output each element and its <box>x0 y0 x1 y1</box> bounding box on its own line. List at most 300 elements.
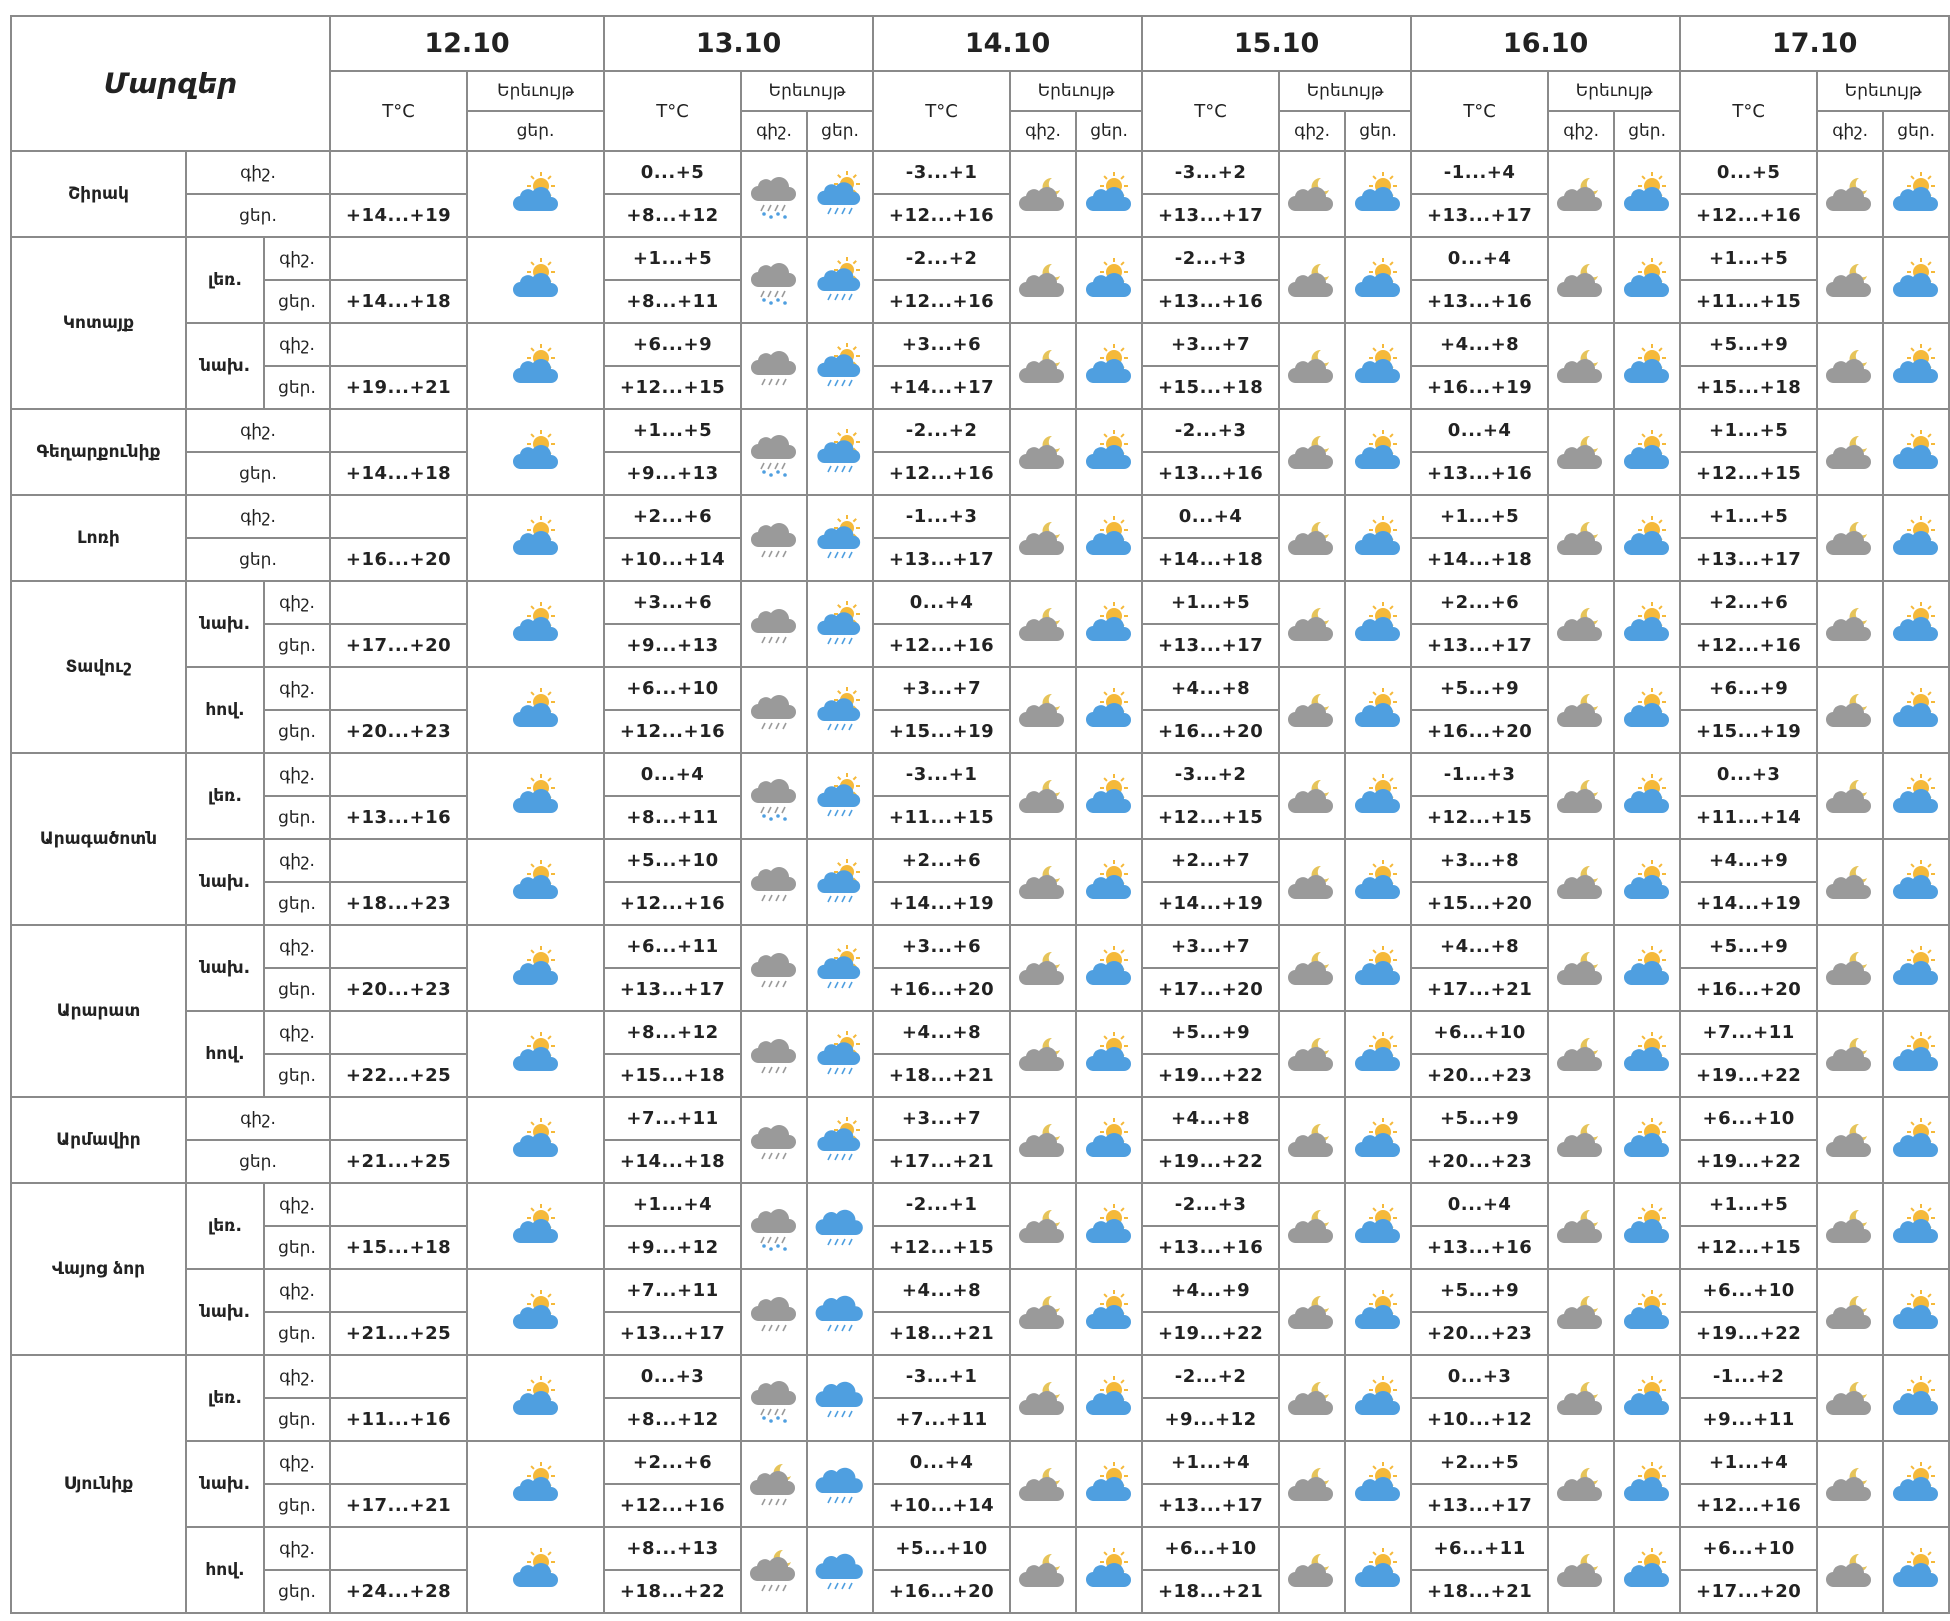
temp-value: +24...+28 <box>330 1570 467 1613</box>
time-of-day-label: ցեր. <box>186 194 330 237</box>
temp-value: +2...+6 <box>1411 581 1548 624</box>
partly-cloudy-icon <box>1345 1355 1411 1441</box>
temp-value: +8...+12 <box>604 1398 741 1441</box>
temp-value <box>330 495 467 538</box>
area-name: լեռ. <box>186 753 264 839</box>
partly-cloudy-icon <box>1883 323 1949 409</box>
temp-value: +14...+19 <box>1142 882 1279 925</box>
table-row <box>11 753 1949 796</box>
table-row <box>11 667 1949 710</box>
temp-value <box>330 1441 467 1484</box>
temp-value: +7...+11 <box>873 1398 1010 1441</box>
phenomenon-header: Երեւույթ <box>467 71 604 111</box>
temp-value: +14...+19 <box>873 882 1010 925</box>
partly-cloudy-icon <box>1076 1011 1142 1097</box>
temp-value <box>330 323 467 366</box>
region-name: Տավուշ <box>11 581 186 753</box>
partly-cloudy-icon <box>1883 1097 1949 1183</box>
date-header: 17.10 <box>1680 16 1949 71</box>
table-row <box>11 1269 1949 1312</box>
temp-value: +14...+17 <box>873 366 1010 409</box>
temp-value: +12...+16 <box>873 280 1010 323</box>
moon-cloud-icon <box>1010 1183 1076 1269</box>
region-name: Շիրակ <box>11 151 186 237</box>
temp-value: +10...+12 <box>1411 1398 1548 1441</box>
partly-cloudy-icon <box>467 839 604 925</box>
temp-value: +9...+12 <box>1142 1398 1279 1441</box>
area-name: նախ. <box>186 581 264 667</box>
temp-value: +2...+7 <box>1142 839 1279 882</box>
moon-cloud-icon <box>1548 151 1614 237</box>
table-row <box>11 1097 1949 1140</box>
temp-value: +6...+10 <box>1142 1527 1279 1570</box>
partly-cloudy-icon <box>1883 237 1949 323</box>
temp-value: 0...+5 <box>1680 151 1817 194</box>
temp-value: +19...+22 <box>1142 1312 1279 1355</box>
partly-cloudy-icon <box>1614 1183 1680 1269</box>
moon-cloud-icon <box>1010 151 1076 237</box>
temp-value: +13...+17 <box>1142 194 1279 237</box>
moon-cloud-icon <box>1010 1269 1076 1355</box>
time-of-day-label: գիշ. <box>264 323 330 366</box>
temp-value: +6...+10 <box>1680 1269 1817 1312</box>
temp-value: +8...+11 <box>604 796 741 839</box>
temp-value: -3...+2 <box>1142 753 1279 796</box>
moon-cloud-icon <box>1010 839 1076 925</box>
temp-value: +1...+5 <box>1680 409 1817 452</box>
moon-cloud-icon <box>1817 237 1883 323</box>
moon-cloud-icon <box>1010 1527 1076 1613</box>
partly-cloudy-icon <box>1345 1011 1411 1097</box>
moon-cloud-icon <box>1548 409 1614 495</box>
temp-value: +6...+11 <box>1411 1527 1548 1570</box>
temp-value <box>330 839 467 882</box>
partly-cloudy-icon <box>1614 1011 1680 1097</box>
rain-cloud-icon <box>741 1097 807 1183</box>
temp-value: 0...+4 <box>1142 495 1279 538</box>
date-header: 16.10 <box>1411 16 1680 71</box>
temp-value: +12...+15 <box>604 366 741 409</box>
temp-value: +18...+22 <box>604 1570 741 1613</box>
temp-header: T°C <box>873 71 1010 151</box>
area-name: լեռ. <box>186 1183 264 1269</box>
temp-value <box>330 151 467 194</box>
moon-cloud-icon <box>1279 753 1345 839</box>
temp-value: +20...+23 <box>330 710 467 753</box>
blue-rain-cloud-icon <box>807 1527 873 1613</box>
partly-cloudy-icon <box>1076 839 1142 925</box>
sun-cloud-rain-icon <box>807 495 873 581</box>
time-of-day-label: ցեր. <box>264 1484 330 1527</box>
temp-value: +20...+23 <box>330 968 467 1011</box>
partly-cloudy-icon <box>1883 1011 1949 1097</box>
temp-value <box>330 753 467 796</box>
temp-value: -2...+2 <box>873 237 1010 280</box>
table-row <box>11 237 1949 280</box>
table-row <box>11 495 1949 538</box>
partly-cloudy-icon <box>1614 409 1680 495</box>
moon-cloud-icon <box>1010 1011 1076 1097</box>
rain-cloud-icon <box>741 495 807 581</box>
moon-cloud-icon <box>1010 1355 1076 1441</box>
temp-value: +6...+11 <box>604 925 741 968</box>
day-header: ցեր. <box>1076 111 1142 151</box>
temp-value: +1...+5 <box>604 409 741 452</box>
time-of-day-label: գիշ. <box>264 1183 330 1226</box>
table-row <box>11 1441 1949 1484</box>
partly-cloudy-icon <box>467 495 604 581</box>
partly-cloudy-icon <box>1614 151 1680 237</box>
temp-value: +19...+22 <box>1680 1054 1817 1097</box>
temp-value: +16...+20 <box>873 1570 1010 1613</box>
partly-cloudy-icon <box>1076 151 1142 237</box>
time-of-day-label: ցեր. <box>264 280 330 323</box>
time-of-day-label: ցեր. <box>264 710 330 753</box>
temp-value: +13...+16 <box>1142 1226 1279 1269</box>
temp-value: +4...+8 <box>873 1269 1010 1312</box>
temp-value: +13...+17 <box>1411 1484 1548 1527</box>
temp-value: +6...+10 <box>1680 1527 1817 1570</box>
moon-cloud-icon <box>1817 1441 1883 1527</box>
temp-value: 0...+3 <box>1680 753 1817 796</box>
snow-rain-cloud-icon <box>741 409 807 495</box>
forecast-table <box>10 15 1950 1614</box>
moon-cloud-icon <box>1548 1269 1614 1355</box>
partly-cloudy-icon <box>467 409 604 495</box>
partly-cloudy-icon <box>1883 667 1949 753</box>
temp-value: +13...+16 <box>1411 280 1548 323</box>
temp-value: +8...+11 <box>604 280 741 323</box>
table-row <box>11 1183 1949 1226</box>
sun-cloud-rain-icon <box>807 1097 873 1183</box>
snow-rain-cloud-icon <box>741 1355 807 1441</box>
temp-value: +16...+20 <box>1142 710 1279 753</box>
time-of-day-label: ցեր. <box>186 452 330 495</box>
partly-cloudy-icon <box>467 1441 604 1527</box>
day-header: ցեր. <box>467 111 604 151</box>
temp-value: +4...+8 <box>1411 925 1548 968</box>
moon-cloud-icon <box>1010 495 1076 581</box>
temp-value: +14...+19 <box>1680 882 1817 925</box>
partly-cloudy-icon <box>1614 1269 1680 1355</box>
temp-value: +19...+22 <box>1142 1140 1279 1183</box>
temp-value: +3...+6 <box>604 581 741 624</box>
partly-cloudy-icon <box>467 1355 604 1441</box>
partly-cloudy-icon <box>1076 667 1142 753</box>
day-header: ցեր. <box>1345 111 1411 151</box>
partly-cloudy-icon <box>1076 495 1142 581</box>
rain-cloud-icon <box>741 925 807 1011</box>
temp-value: +12...+16 <box>604 1484 741 1527</box>
temp-value: +17...+20 <box>1142 968 1279 1011</box>
temp-value: +3...+8 <box>1411 839 1548 882</box>
temp-value: +13...+16 <box>330 796 467 839</box>
temp-value: +13...+17 <box>873 538 1010 581</box>
region-name: Սյունիք <box>11 1355 186 1613</box>
temp-value: +13...+17 <box>1411 624 1548 667</box>
moon-cloud-icon <box>1817 409 1883 495</box>
area-name: նախ. <box>186 925 264 1011</box>
moon-cloud-icon <box>1548 237 1614 323</box>
temp-value: +4...+8 <box>873 1011 1010 1054</box>
temp-value: +4...+9 <box>1680 839 1817 882</box>
night-header: գիշ. <box>1548 111 1614 151</box>
temp-value: +5...+9 <box>1142 1011 1279 1054</box>
partly-cloudy-icon <box>1076 1441 1142 1527</box>
partly-cloudy-icon <box>1614 839 1680 925</box>
temp-value: +14...+18 <box>330 452 467 495</box>
partly-cloudy-icon <box>1076 1355 1142 1441</box>
partly-cloudy-icon <box>1883 753 1949 839</box>
blue-rain-cloud-icon <box>807 1441 873 1527</box>
moon-cloud-icon <box>1548 1441 1614 1527</box>
sun-cloud-rain-icon <box>807 1011 873 1097</box>
temp-value: +15...+19 <box>1680 710 1817 753</box>
time-of-day-label: ցեր. <box>264 366 330 409</box>
partly-cloudy-icon <box>1614 667 1680 753</box>
temp-value: +9...+11 <box>1680 1398 1817 1441</box>
moon-cloud-icon <box>1548 839 1614 925</box>
table-row <box>11 409 1949 452</box>
table-row <box>11 1527 1949 1570</box>
temp-value: +11...+15 <box>873 796 1010 839</box>
snow-rain-cloud-icon <box>741 1183 807 1269</box>
sun-cloud-rain-icon <box>807 323 873 409</box>
moon-cloud-icon <box>1279 1441 1345 1527</box>
temp-value: +14...+18 <box>604 1140 741 1183</box>
moon-cloud-icon <box>1817 1011 1883 1097</box>
temp-value <box>330 667 467 710</box>
moon-cloud-icon <box>1817 495 1883 581</box>
time-of-day-label: գիշ. <box>264 1527 330 1570</box>
temp-value: +4...+8 <box>1411 323 1548 366</box>
region-name: Կոտայք <box>11 237 186 409</box>
partly-cloudy-icon <box>1345 925 1411 1011</box>
temp-value: +7...+11 <box>604 1269 741 1312</box>
snow-rain-cloud-icon <box>741 753 807 839</box>
sun-cloud-rain-icon <box>807 237 873 323</box>
partly-cloudy-icon <box>1883 495 1949 581</box>
time-of-day-label: ցեր. <box>264 1398 330 1441</box>
temp-value: +9...+13 <box>604 452 741 495</box>
temp-header: T°C <box>1680 71 1817 151</box>
temp-value: +16...+20 <box>1411 710 1548 753</box>
sun-cloud-rain-icon <box>807 925 873 1011</box>
time-of-day-label: գիշ. <box>264 1355 330 1398</box>
moon-cloud-icon <box>1279 495 1345 581</box>
moon-cloud-icon <box>1279 323 1345 409</box>
temp-value: +12...+16 <box>604 882 741 925</box>
temp-value: +16...+19 <box>1411 366 1548 409</box>
temp-value: 0...+5 <box>604 151 741 194</box>
moon-cloud-icon <box>1817 151 1883 237</box>
partly-cloudy-icon <box>1883 1441 1949 1527</box>
temp-value: +12...+16 <box>873 624 1010 667</box>
temp-value: +19...+22 <box>1142 1054 1279 1097</box>
time-of-day-label: գիշ. <box>264 667 330 710</box>
area-name: նախ. <box>186 839 264 925</box>
temp-value: -1...+4 <box>1411 151 1548 194</box>
time-of-day-label: գիշ. <box>186 151 330 194</box>
partly-cloudy-icon <box>1345 839 1411 925</box>
area-name: լեռ. <box>186 1355 264 1441</box>
phenomenon-header: Երեւույթ <box>741 71 873 111</box>
date-header: 14.10 <box>873 16 1142 71</box>
temp-value: +5...+9 <box>1411 667 1548 710</box>
time-of-day-label: գիշ. <box>264 925 330 968</box>
moon-cloud-icon <box>1817 839 1883 925</box>
moon-cloud-icon <box>1279 237 1345 323</box>
phenomenon-header: Երեւույթ <box>1817 71 1949 111</box>
moon-cloud-icon <box>1279 1269 1345 1355</box>
moon-cloud-icon <box>1548 495 1614 581</box>
region-name: Արագածոտն <box>11 753 186 925</box>
moon-cloud-icon <box>1548 925 1614 1011</box>
moon-cloud-icon <box>1279 1355 1345 1441</box>
temp-value: +12...+16 <box>873 194 1010 237</box>
partly-cloudy-icon <box>1076 753 1142 839</box>
partly-cloudy-icon <box>1345 409 1411 495</box>
temp-value <box>330 1355 467 1398</box>
temp-value: +12...+15 <box>1411 796 1548 839</box>
moon-cloud-icon <box>1279 1527 1345 1613</box>
time-of-day-label: գիշ. <box>264 753 330 796</box>
temp-value: +9...+13 <box>604 624 741 667</box>
temp-value: +15...+18 <box>330 1226 467 1269</box>
region-name: Վայոց ձոր <box>11 1183 186 1355</box>
partly-cloudy-icon <box>1345 581 1411 667</box>
temp-value: +20...+23 <box>1411 1054 1548 1097</box>
moon-cloud-icon <box>1817 753 1883 839</box>
partly-cloudy-icon <box>467 1269 604 1355</box>
moon-rain-cloud-icon <box>741 1527 807 1613</box>
table-row <box>11 323 1949 366</box>
temp-value: +13...+17 <box>1142 1484 1279 1527</box>
moon-cloud-icon <box>1279 151 1345 237</box>
area-name: հով. <box>186 667 264 753</box>
temp-value: -3...+1 <box>873 753 1010 796</box>
moon-cloud-icon <box>1279 1011 1345 1097</box>
moon-rain-cloud-icon <box>741 1441 807 1527</box>
temp-value: -1...+3 <box>1411 753 1548 796</box>
temp-value: +12...+16 <box>604 710 741 753</box>
temp-value: +16...+20 <box>330 538 467 581</box>
temp-value: +10...+14 <box>604 538 741 581</box>
temp-value: +5...+9 <box>1411 1097 1548 1140</box>
temp-value: +11...+15 <box>1680 280 1817 323</box>
temp-value: +17...+20 <box>330 624 467 667</box>
temp-header: T°C <box>604 71 741 151</box>
temp-value: +2...+5 <box>1411 1441 1548 1484</box>
temp-value: +18...+23 <box>330 882 467 925</box>
date-header: 12.10 <box>330 16 604 71</box>
partly-cloudy-icon <box>467 581 604 667</box>
partly-cloudy-icon <box>467 151 604 237</box>
time-of-day-label: գիշ. <box>264 237 330 280</box>
date-header: 15.10 <box>1142 16 1411 71</box>
temp-value: 0...+4 <box>873 1441 1010 1484</box>
page-title: Մարզեր <box>11 16 330 151</box>
temp-value: 0...+4 <box>873 581 1010 624</box>
time-of-day-label: ցեր. <box>264 882 330 925</box>
moon-cloud-icon <box>1010 581 1076 667</box>
temp-value: +13...+16 <box>1142 452 1279 495</box>
day-header: ցեր. <box>807 111 873 151</box>
partly-cloudy-icon <box>1076 1097 1142 1183</box>
partly-cloudy-icon <box>467 323 604 409</box>
temp-value <box>330 1011 467 1054</box>
partly-cloudy-icon <box>467 667 604 753</box>
temp-value: +15...+20 <box>1411 882 1548 925</box>
temp-value: +1...+5 <box>1680 1183 1817 1226</box>
table-row <box>11 151 1949 194</box>
partly-cloudy-icon <box>1345 151 1411 237</box>
temp-value: +13...+17 <box>1680 538 1817 581</box>
blue-rain-cloud-icon <box>807 1183 873 1269</box>
temp-value: +20...+23 <box>1411 1312 1548 1355</box>
temp-value: +15...+18 <box>604 1054 741 1097</box>
table-row <box>11 925 1949 968</box>
time-of-day-label: գիշ. <box>264 1269 330 1312</box>
temp-value: +14...+18 <box>330 280 467 323</box>
temp-value: -2...+3 <box>1142 409 1279 452</box>
temp-value: +8...+12 <box>604 194 741 237</box>
blue-rain-cloud-icon <box>807 1355 873 1441</box>
time-of-day-label: գիշ. <box>264 839 330 882</box>
moon-cloud-icon <box>1817 323 1883 409</box>
temp-value: +8...+13 <box>604 1527 741 1570</box>
partly-cloudy-icon <box>467 1527 604 1613</box>
moon-cloud-icon <box>1817 1527 1883 1613</box>
time-of-day-label: ցեր. <box>264 1054 330 1097</box>
temp-value: +3...+7 <box>873 1097 1010 1140</box>
temp-value: 0...+4 <box>604 753 741 796</box>
moon-cloud-icon <box>1817 1269 1883 1355</box>
temp-value: +14...+18 <box>1142 538 1279 581</box>
partly-cloudy-icon <box>1883 581 1949 667</box>
moon-cloud-icon <box>1279 839 1345 925</box>
temp-value <box>330 1097 467 1140</box>
temp-value: +22...+25 <box>330 1054 467 1097</box>
temp-value: 0...+3 <box>604 1355 741 1398</box>
rain-cloud-icon <box>741 1269 807 1355</box>
rain-cloud-icon <box>741 839 807 925</box>
time-of-day-label: ցեր. <box>186 538 330 581</box>
partly-cloudy-icon <box>1614 495 1680 581</box>
moon-cloud-icon <box>1279 667 1345 753</box>
temp-value: 0...+3 <box>1411 1355 1548 1398</box>
moon-cloud-icon <box>1817 925 1883 1011</box>
moon-cloud-icon <box>1279 1183 1345 1269</box>
temp-value: +17...+21 <box>873 1140 1010 1183</box>
temp-value: +21...+25 <box>330 1312 467 1355</box>
blue-rain-cloud-icon <box>807 1269 873 1355</box>
moon-cloud-icon <box>1817 667 1883 753</box>
temp-value: +21...+25 <box>330 1140 467 1183</box>
time-of-day-label: ցեր. <box>264 796 330 839</box>
temp-value: +3...+7 <box>1142 925 1279 968</box>
temp-value: +15...+18 <box>1680 366 1817 409</box>
day-header: ցեր. <box>1883 111 1949 151</box>
temp-value: -1...+3 <box>873 495 1010 538</box>
partly-cloudy-icon <box>467 1097 604 1183</box>
table-body <box>11 151 1949 1613</box>
moon-cloud-icon <box>1010 925 1076 1011</box>
moon-cloud-icon <box>1010 409 1076 495</box>
temp-value: +19...+22 <box>1680 1140 1817 1183</box>
partly-cloudy-icon <box>1345 1527 1411 1613</box>
time-of-day-label: ցեր. <box>264 1312 330 1355</box>
